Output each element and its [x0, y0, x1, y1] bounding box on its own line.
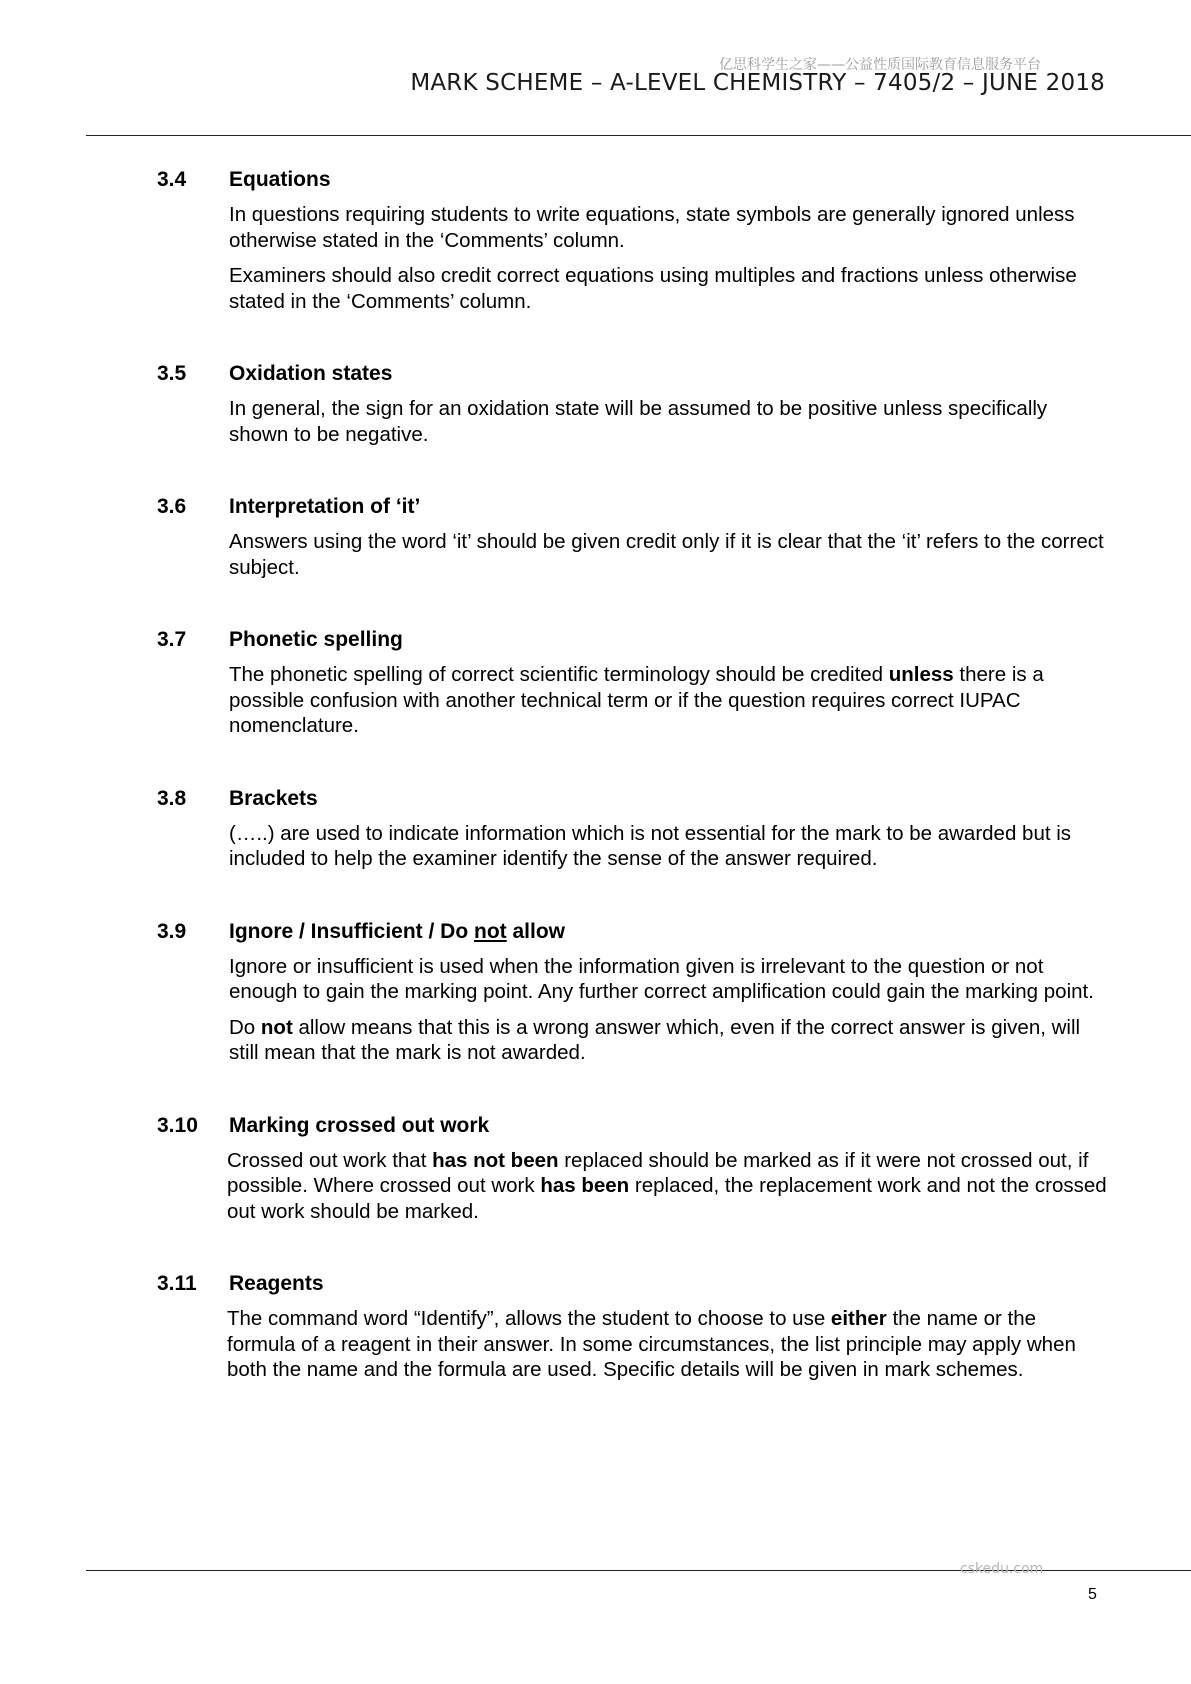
section-heading [157, 918, 1117, 946]
section-title: Interpretation of ‘it’ [229, 495, 421, 518]
text-run: Ignore / Insufficient / Do [229, 919, 475, 943]
page-number: 5 [1088, 1586, 1097, 1603]
header-divider [86, 135, 1191, 136]
text-run: allow [506, 919, 566, 943]
text-run: The command word “Identify”, allows the student to choose to use [227, 1307, 831, 1330]
section-3-6 [157, 493, 1117, 580]
text-run: there is a possible confusion with another technical term or if the question requires correct IUPAC nomenclature. [229, 663, 1044, 737]
section-paragraph: Answers using the word ‘it’ should be given credit only if it is clear that the ‘it’ refers to the correct subject. [229, 530, 1104, 579]
section-paragraph: In questions requiring students to write equations, state symbols are generally ignored unless otherwise stated in the ‘Comments’ column. [229, 203, 1075, 252]
underlined-text: not [474, 919, 507, 943]
text-run: replaced should be marked as if it were not crossed out, if possible. Where crossed out work [227, 1148, 1089, 1197]
section-3-11 [157, 1270, 1117, 1383]
section-title [229, 918, 565, 946]
bold-text: either [830, 1307, 887, 1330]
section-paragraph: (…..) are used to indicate information which is not essential for the mark to be awarded but is included to help the examiner identify the sense of the answer required. [229, 821, 1072, 870]
section-number: 3.8 [157, 786, 187, 810]
section-number: 3.9 [157, 919, 187, 943]
bold-text: has not been [432, 1148, 559, 1172]
section-number: 3.11 [157, 1272, 197, 1295]
text-run: The phonetic spelling of correct scientific terminology should be credited [229, 663, 889, 686]
section-paragraph [227, 1148, 1107, 1225]
section-3-4 [157, 166, 1117, 314]
section-number: 3.7 [157, 628, 187, 651]
section-paragraph: Examiners should also credit correct equations using multiples and fractions unless otherwise stated in the ‘Comments’ column. [229, 264, 1077, 313]
text-run: replaced, the replacement work and not the crossed out work should be marked. [227, 1174, 1107, 1223]
section-heading [157, 1112, 1117, 1140]
section-paragraph [229, 662, 1109, 739]
section-title: Oxidation states [229, 362, 393, 385]
section-3-5 [157, 360, 1117, 447]
section-3-7 [157, 626, 1117, 739]
section-number: 3.5 [157, 362, 187, 385]
page-header-title: MARK SCHEME – A-LEVEL CHEMISTRY – 7405/2 – JUNE 2018 [410, 70, 1105, 96]
bold-text: unless [888, 663, 954, 686]
bold-text: has been [540, 1174, 630, 1197]
text-run: Crossed out work that [227, 1148, 433, 1172]
section-paragraph: In general, the sign for an oxidation state will be assumed to be positive unless specifically shown to be negative. [229, 397, 1048, 446]
section-number: 3.6 [157, 495, 187, 518]
main-content [157, 166, 1117, 1429]
section-heading [157, 360, 1117, 388]
section-paragraph [229, 1015, 1109, 1066]
section-3-10 [157, 1112, 1117, 1225]
text-run: the name or the formula of a reagent in their answer. In some circumstances, the list principle may apply when both the name and the formula are used. Specific details will be given in mark schemes. [227, 1307, 1076, 1381]
section-heading [157, 626, 1117, 654]
bold-text: not [260, 1015, 293, 1039]
section-title: Brackets [229, 786, 318, 810]
text-run: allow means that this is a wrong answer which, even if the correct answer is given, will still mean that the mark is not awarded. [229, 1015, 1081, 1064]
section-number: 3.10 [157, 1113, 198, 1137]
section-title: Equations [229, 168, 331, 191]
section-heading [157, 493, 1117, 521]
header-watermark: 亿思科学生之家——公益性质国际教育信息服务平台 [719, 57, 1041, 73]
text-run: Do [229, 1015, 261, 1039]
section-3-8 [157, 785, 1117, 872]
section-title: Marking crossed out work [229, 1113, 490, 1137]
section-heading [157, 166, 1117, 194]
section-title: Phonetic spelling [229, 628, 403, 651]
section-number: 3.4 [157, 168, 187, 191]
section-3-9 [157, 918, 1117, 1066]
section-paragraph: Ignore or insufficient is used when the information given is irrelevant to the question or not enough to gain the marking point. Any further correct amplification could gain the marking point. [229, 954, 1094, 1003]
section-title: Reagents [229, 1272, 324, 1295]
section-paragraph [227, 1306, 1107, 1383]
section-heading [157, 785, 1117, 813]
section-heading [157, 1270, 1117, 1298]
footer-watermark: cskedu.com [960, 1561, 1044, 1577]
